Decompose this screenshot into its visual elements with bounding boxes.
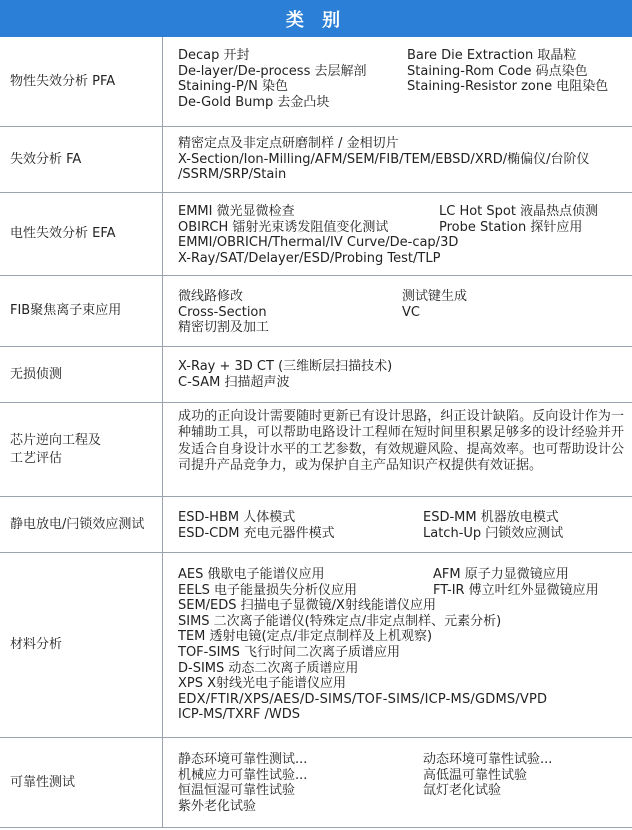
list-item: 高低温可靠性试验 bbox=[423, 767, 528, 783]
list-item: 精密切割及加工 bbox=[178, 320, 270, 336]
list-item: SIMS 二次离子能谱仪(特殊定点/非定点制样、元素分析) bbox=[178, 613, 502, 629]
list-item: EELS 电子能量损失分析仪应用 bbox=[178, 582, 358, 598]
list-item: EDX/FTIR/XPS/AES/D-SIMS/TOF-SIMS/ICP-MS/GDMS/VPD bbox=[178, 691, 548, 707]
list-item: 机械应力可靠性试验... bbox=[178, 767, 308, 783]
list-item: Latch-Up 闩锁效应测试 bbox=[423, 525, 564, 541]
list-item: De-Gold Bump 去金凸块 bbox=[178, 94, 330, 110]
list-item: SEM/EDS 扫描电子显微镜/X射线能谱仪应用 bbox=[178, 598, 436, 614]
table-row bbox=[0, 127, 632, 193]
list-item: ESD-HBM 人体模式 bbox=[178, 510, 296, 525]
list-item: /SSRM/SRP/Stain bbox=[178, 167, 287, 183]
list-item: 恒温恒湿可靠性试验 bbox=[178, 783, 296, 799]
table-row bbox=[0, 37, 632, 127]
list-item: 精密定点及非定点研磨制样 / 金相切片 bbox=[178, 136, 399, 151]
list-item: AES 俄歇电子能谱仪应用 bbox=[178, 567, 325, 582]
list-item: XPS X射线光电子能谱仪应用 bbox=[178, 676, 347, 692]
category-label: 失效分析 FA bbox=[0, 127, 163, 192]
table-row bbox=[0, 553, 632, 738]
category-label: 芯片逆向工程及 工艺评估 bbox=[0, 403, 163, 496]
efa-right-list bbox=[439, 204, 626, 235]
list-item: LC Hot Spot 液晶热点侦测 bbox=[439, 204, 599, 219]
list-item: 紫外老化试验 bbox=[178, 798, 257, 814]
list-item: D-SIMS 动态二次离子质谱应用 bbox=[178, 660, 359, 676]
category-label: FIB聚焦离子束应用 bbox=[0, 276, 163, 346]
list-item: De-layer/De-process 去层解剖 bbox=[178, 63, 367, 79]
reliability-right-list bbox=[423, 752, 626, 799]
list-item: Cross-Section bbox=[178, 304, 267, 320]
fa-list bbox=[178, 136, 626, 183]
list-item: 动态环境可靠性试验... bbox=[423, 752, 553, 767]
list-item: Bare Die Extraction 取晶粒 bbox=[407, 48, 577, 63]
list-item: TOF-SIMS 飞行时间二次离子质谱应用 bbox=[178, 644, 401, 660]
esd-right-list bbox=[423, 510, 626, 541]
table-row bbox=[0, 738, 632, 828]
list-item: Staining-Resistor zone 电阻染色 bbox=[407, 79, 609, 95]
nde-list bbox=[178, 359, 626, 390]
fib-right-list bbox=[402, 289, 626, 320]
list-item: X-Ray + 3D CT (三维断层扫描技术) bbox=[178, 359, 393, 374]
list-item: 测试键生成 bbox=[402, 289, 468, 304]
pfa-right-list bbox=[407, 48, 626, 95]
category-label: 材料分析 bbox=[0, 553, 163, 737]
list-item: X-Ray/SAT/Delayer/ESD/Probing Test/TLP bbox=[178, 250, 441, 266]
category-label: 电性失效分析 EFA bbox=[0, 193, 163, 275]
list-item: EMMI 微光显微检查 bbox=[178, 204, 295, 219]
list-item: FT-IR 傅立叶红外显微镜应用 bbox=[433, 582, 599, 598]
list-item: AFM 原子力显微镜应用 bbox=[433, 567, 569, 582]
category-label: 物性失效分析 PFA bbox=[0, 37, 163, 126]
list-item: VC bbox=[402, 304, 420, 320]
list-item: 静态环境可靠性测试... bbox=[178, 752, 308, 767]
list-item: ESD-CDM 充电元器件模式 bbox=[178, 525, 335, 541]
list-item: Staining-Rom Code 码点染色 bbox=[407, 63, 588, 79]
list-item: Probe Station 探针应用 bbox=[439, 219, 583, 235]
material-right-list bbox=[433, 567, 626, 598]
list-item: 氙灯老化试验 bbox=[423, 783, 502, 799]
category-label: 无损侦测 bbox=[0, 347, 163, 402]
category-label: 可靠性测试 bbox=[0, 738, 163, 827]
list-item: X-Section/Ion-Milling/AFM/SEM/FIB/TEM/EBSD/XRD/椭偏仪/台阶仪 bbox=[178, 151, 590, 167]
list-item: 微线路修改 bbox=[178, 289, 244, 304]
list-item: ICP-MS/TXRF /WDS bbox=[178, 707, 300, 723]
list-item: ESD-MM 机器放电模式 bbox=[423, 510, 559, 525]
list-item: EMMI/OBRICH/Thermal/IV Curve/De-cap/3D bbox=[178, 235, 459, 251]
category-label: 静电放电/闩锁效应测试 bbox=[0, 497, 163, 552]
list-item: TEM 透射电镜(定点/非定点制样及上机观察) bbox=[178, 629, 433, 645]
list-item: OBIRCH 镭射光束诱发阻值变化测试 bbox=[178, 219, 389, 235]
table-row bbox=[0, 193, 632, 276]
list-item: Staining-P/N 染色 bbox=[178, 79, 289, 95]
table-row bbox=[0, 276, 632, 347]
list-item: Decap 开封 bbox=[178, 48, 250, 63]
table-row bbox=[0, 347, 632, 403]
table-header: 类 别 bbox=[0, 0, 632, 37]
reverse-engineering-description: 成功的正向设计需要随时更新已有设计思路，纠正设计缺陷。反向设计作为一种辅助工具，可以帮助电路设计工程师在短时间里积累足够多的设计经验并开发适合自身设计水平的工艺参数，有效规避风险、提高效率。也可帮助设计公司提升产品竞争力，或为保护自主产品知识产权提供有效证据。 bbox=[178, 409, 624, 474]
table-row bbox=[0, 497, 632, 553]
table-row bbox=[0, 403, 632, 497]
list-item: C-SAM 扫描超声波 bbox=[178, 374, 290, 390]
